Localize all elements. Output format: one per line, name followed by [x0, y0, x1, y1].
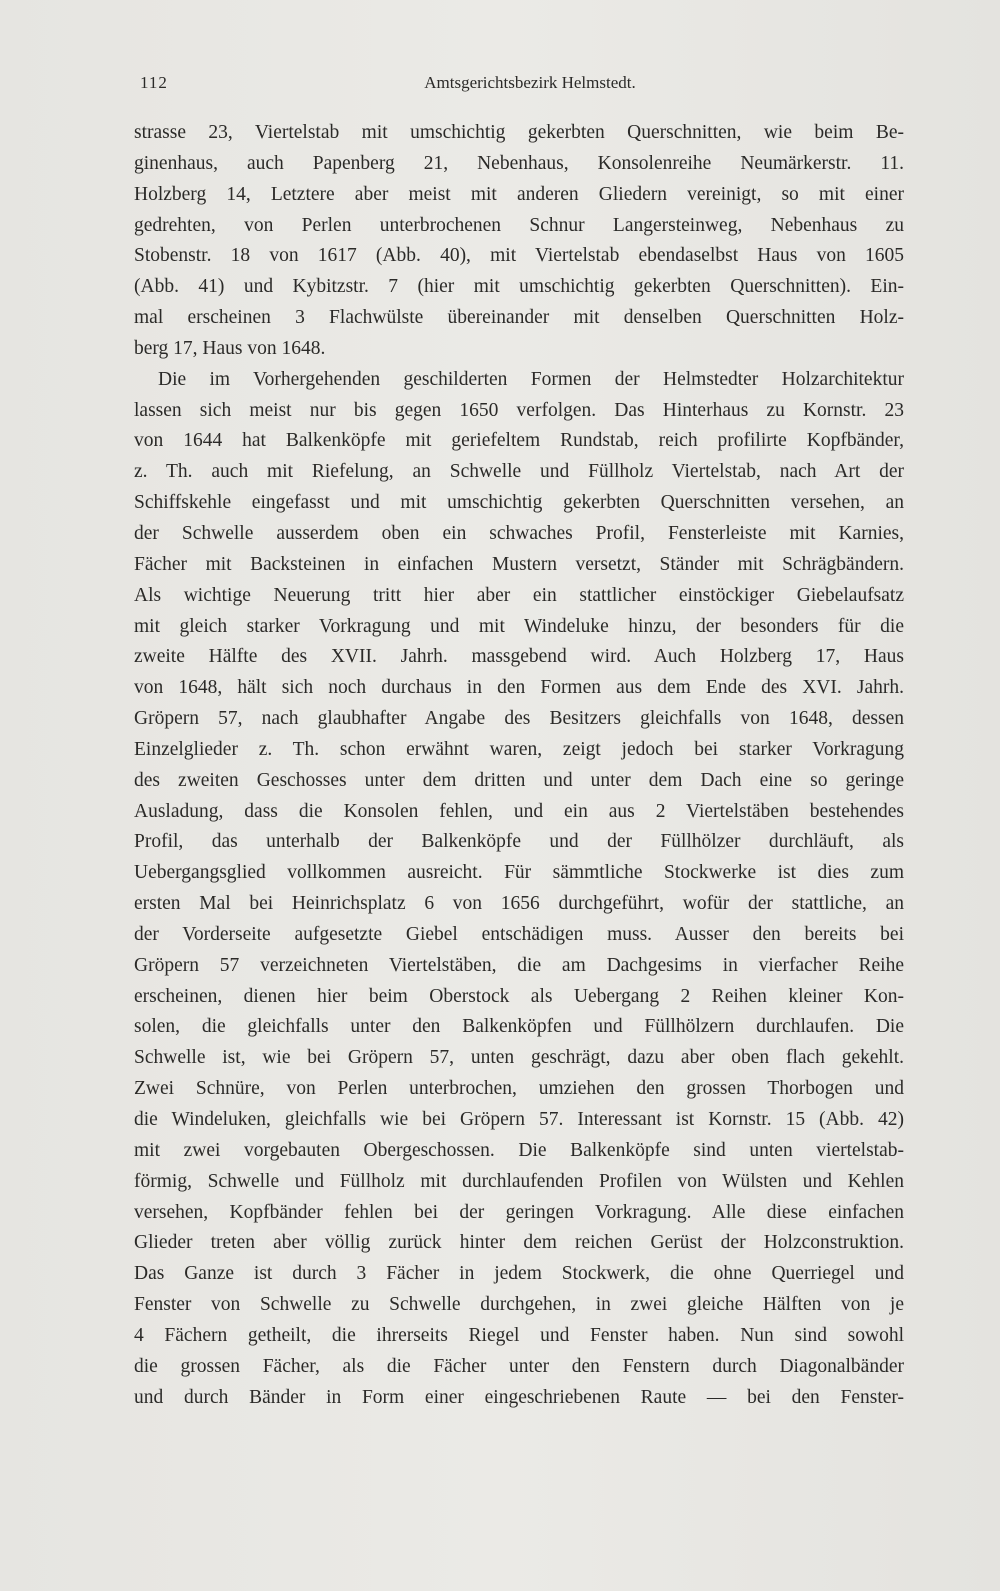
text-line: förmig, Schwelle und Füllholz mit durchlaufenden Profilen von Wülsten und Kehlen: [134, 1170, 904, 1192]
text-line: Das Ganze ist durch 3 Fächer in jedem Stockwerk, die ohne Querriegel und: [134, 1263, 904, 1285]
running-head: Amtsgerichtsbezirk Helmstedt.: [424, 73, 636, 92]
text-line: Uebergangsglied vollkommen ausreicht. Für sämmtliche Stockwerke ist dies zum: [134, 862, 904, 884]
text-line: z. Th. auch mit Riefelung, an Schwelle und Füllholz Viertelstab, nach Art der: [134, 461, 904, 483]
text-line: von 1648, hält sich noch durchaus in den Formen aus dem Ende des XVI. Jahrh.: [134, 677, 904, 699]
text-line: mit zwei vorgebauten Obergeschossen. Die Balkenköpfe sind unten viertelstab-: [134, 1139, 904, 1161]
text-line: mal erscheinen 3 Flachwülste übereinander mit denselben Querschnitten Holz-: [134, 307, 904, 329]
body-text: [134, 118, 904, 1413]
text-line: Zwei Schnüre, von Perlen unterbrochen, umziehen den grossen Thorbogen und: [134, 1078, 904, 1100]
text-line: 4 Fächern getheilt, die ihrerseits Riegel und Fenster haben. Nun sind sowohl: [134, 1324, 904, 1346]
text-line: lassen sich meist nur bis gegen 1650 verfolgen. Das Hinterhaus zu Kornstr. 23: [134, 399, 904, 421]
text-line: strasse 23, Viertelstab mit umschichtig gekerbten Querschnitten, wie beim Be-: [134, 122, 904, 143]
text-line: Fächer mit Backsteinen in einfachen Mustern versetzt, Ständer mit Schrägbändern.: [134, 553, 904, 575]
text-line: erscheinen, dienen hier beim Oberstock als Uebergang 2 Reihen kleiner Kon-: [134, 985, 904, 1007]
text-line: die grossen Fächer, als die Fächer unter den Fenstern durch Diagonalbänder: [134, 1355, 904, 1377]
text-line: ersten Mal bei Heinrichsplatz 6 von 1656 durchgeführt, wofür der stattliche, an: [134, 893, 904, 915]
page-header: [140, 73, 900, 97]
text-line: zweite Hälfte des XVII. Jahrh. massgebend wird. Auch Holzberg 17, Haus: [134, 646, 904, 668]
text-line: Ausladung, dass die Konsolen fehlen, und ein aus 2 Viertelstäben bestehendes: [134, 800, 904, 822]
text-line: Fenster von Schwelle zu Schwelle durchgehen, in zwei gleiche Hälften von je: [134, 1294, 904, 1316]
text-line: der Vorderseite aufgesetzte Giebel entschädigen muss. Ausser den bereits bei: [134, 923, 904, 945]
text-line: Gröpern 57, nach glaubhafter Angabe des Besitzers gleichfalls von 1648, dessen: [134, 708, 904, 730]
text-line: Als wichtige Neuerung tritt hier aber ein stattlicher einstöckiger Giebelaufsatz: [134, 584, 904, 606]
text-line: Die im Vorhergehenden geschilderten Formen der Helmstedter Holzarchitektur: [158, 368, 904, 390]
text-line: Profil, das unterhalb der Balkenköpfe und der Füllhölzer durchläuft, als: [134, 831, 904, 853]
text-line: gedrehten, von Perlen unterbrochenen Schnur Langersteinweg, Nebenhaus zu: [134, 214, 904, 236]
text-line: Schwelle ist, wie bei Gröpern 57, unten geschrägt, dazu aber oben flach gekehlt.: [134, 1047, 904, 1069]
text-line: die Windeluken, gleichfalls wie bei Gröpern 57. Interessant ist Kornstr. 15 (Abb. 42): [134, 1109, 904, 1130]
page-number: 112: [140, 73, 168, 92]
text-line: Glieder treten aber völlig zurück hinter dem reichen Gerüst der Holzconstruktion.: [134, 1232, 904, 1254]
text-line: Gröpern 57 verzeichneten Viertelstäben, die am Dachgesims in vierfacher Reihe: [134, 954, 904, 976]
text-line: solen, die gleichfalls unter den Balkenköpfen und Füllhölzern durchlaufen. Die: [134, 1016, 904, 1038]
text-line: mit gleich starker Vorkragung und mit Windeluke hinzu, der besonders für die: [134, 615, 904, 637]
text-line: der Schwelle ausserdem oben ein schwaches Profil, Fensterleiste mit Karnies,: [134, 522, 904, 544]
text-line: und durch Bänder in Form einer eingeschriebenen Raute — bei den Fenster-: [134, 1386, 904, 1408]
text-line: ginenhaus, auch Papenberg 21, Nebenhaus, Konsolenreihe Neumärkerstr. 11.: [134, 152, 904, 174]
text-line: (Abb. 41) und Kybitzstr. 7 (hier mit umschichtig gekerbten Querschnitten). Ein-: [134, 276, 904, 298]
text-line: Stobenstr. 18 von 1617 (Abb. 40), mit Viertelstab ebendaselbst Haus von 1605: [134, 245, 904, 267]
text-line: Einzelglieder z. Th. schon erwähnt waren, zeigt jedoch bei starker Vorkragung: [134, 738, 904, 760]
text-line: von 1644 hat Balkenköpfe mit geriefeltem Rundstab, reich profilirte Kopfbänder,: [134, 430, 904, 452]
text-line: des zweiten Geschosses unter dem dritten und unter dem Dach eine so geringe: [134, 769, 904, 791]
text-line: Schiffskehle eingefasst und mit umschichtig gekerbten Querschnitten versehen, an: [134, 492, 904, 514]
text-line: berg 17, Haus von 1648.: [134, 337, 326, 359]
text-line: Holzberg 14, Letztere aber meist mit anderen Gliedern vereinigt, so mit einer: [134, 183, 904, 205]
text-line: versehen, Kopfbänder fehlen bei der geringen Vorkragung. Alle diese einfachen: [134, 1201, 904, 1223]
